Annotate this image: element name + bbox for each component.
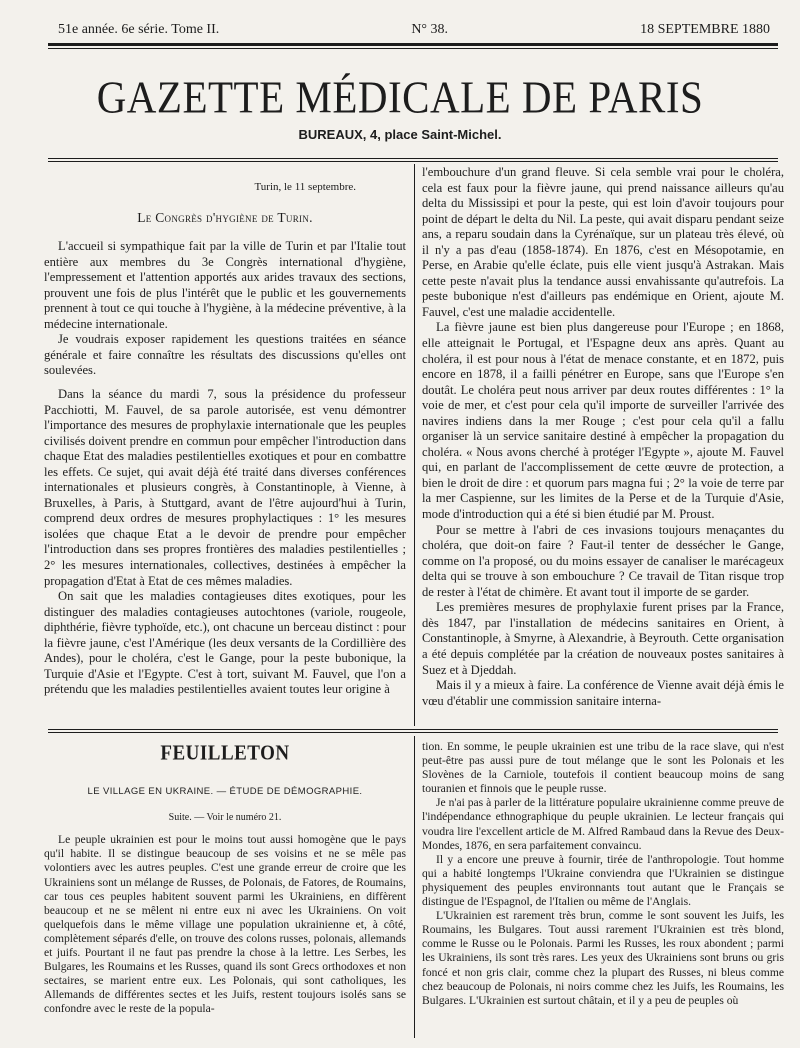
column-divider	[414, 164, 415, 726]
issue-volume: 51e année. 6e série. Tome II.	[58, 22, 220, 37]
header-bottom-rule-2	[48, 161, 778, 162]
feuilleton-paragraph: tion. En somme, le peuple ukrainien est une tribu de la race slave, qui n'est peut-être pas aussi pure de tout mélange que le sont les Polonais et les Slovènes de la Carniole, toutefois il contient beaucoup moins de sang touranien et finnois que le peuple russe.	[422, 740, 784, 796]
article-paragraph: Je voudrais exposer rapidement les questions traitées en séance générale et faire connaître les résultats des discussions qu'elles ont soulevées.	[44, 332, 406, 378]
article-dateline: Turin, le 11 septembre.	[254, 181, 356, 193]
article-paragraph: Dans la séance du mardi 7, sous la présidence du professeur Pacchiotti, M. Fauvel, de sa parole autorisée, est venu démontrer l'importance des mesures de prophylaxie internationale que les peuples civilisés doivent prendre en commun pour empêcher l'introduction dans chaque Etat des maladies pestilentielles exotiques et pour en combattre les effets. Ce sujet, qui avait déjà été traité dans diverses conférences internationales et plusieurs congrès, à Constantinople, à Vienne, à Bruxelles, à Paris, à Stuttgard, avant de l'être aujourd'hui à Turin, comprend deux ordres de mesures prophylactiques : 1° les mesures isolées que chaque Etat a le devoir de prendre pour empêcher l'introduction dans ses propres frontières des maladies pestilentielles ; 2° les mesures internationales, collectives, destinées à empêcher la propagation d'Etat à Etat de ces mêmes maladies.	[44, 387, 406, 588]
feuilleton-rule-2	[48, 732, 778, 733]
issue-number: N° 38.	[411, 22, 449, 37]
feuilleton-study-title: LE VILLAGE EN UKRAINE. — ÉTUDE DE DÉMOGRAPHIE.	[87, 786, 363, 798]
feuilleton-paragraph: Il y a encore une preuve à fournir, tirée de l'anthropologie. Tout homme qui a habité longtemps l'Ukraine conviendra que l'Ukrainien se distingue physiquement des peuples environnants tout autant que le Français se distingue de l'Espagnol, de l'Italien ou même de l'Anglais.	[422, 852, 784, 909]
top-rule-thin	[48, 48, 778, 49]
feuilleton-label: FEUILLETON	[160, 741, 290, 765]
feuilleton-rule	[48, 729, 778, 730]
top-rule	[48, 43, 778, 46]
header-bottom-rule	[48, 158, 778, 159]
issue-date: 18 SEPTEMBRE 1880	[640, 22, 770, 37]
article-column-2	[422, 165, 784, 727]
bureaux-address: BUREAUX, 4, place Saint-Michel.	[298, 127, 502, 142]
feuilleton-paragraph: Je n'ai pas à parler de la littérature populaire ukrainienne comme preuve de l'indépendance ethnographique du peuple ukrainien. Le lecteur français qui voudra lire l'excellent article de M. Alfred Rambaud dans la Revue des Deux-Mondes, 1876, en sera parfaitement convaincu.	[422, 796, 784, 852]
feuilleton-paragraph: L'Ukrainien est rarement très brun, comme le sont souvent les Juifs, les Roumains, les Bulgares. Tout aussi rarement l'Ukrainien est très blond, comme le Russe ou le Polonais. Parmi les Russes, les roux abondent ; parmi les Ukrainiens, ils sont très rares. Les yeux des Ukrainiens sont bruns ou gris foncé et non gris clair, comme chez la plupart des Russes, ni bleus comme chez beaucoup de Polonais, ni noirs comme chez les Juifs, les Roumains, les Bulgares. L'Ukrainien est surtout châtain, et il y a peu de peuples où	[422, 909, 784, 1007]
feuilleton-divider	[414, 736, 415, 1038]
feuilleton-column-1	[44, 738, 406, 1038]
article-heading: Le Congrès d'hygiène de Turin.	[137, 209, 313, 225]
article-paragraph: Les premières mesures de prophylaxie furent prises par la France, dès 1847, par l'installation de médecins sanitaires en Orient, à Constantinople, à Smyrne, à Alexandrie, à Beyrouth. Cette organisation a été depuis complétée par la création de nouveaux postes sanitaires à Suez et à Djeddah.	[422, 600, 784, 677]
article-paragraph: Mais il y a mieux à faire. La conférence de Vienne avait déjà émis le vœu d'établir une commission sanitaire interna-	[422, 678, 784, 708]
article-paragraph: Pour se mettre à l'abri de ces invasions toujours menaçantes du choléra, que doit-on faire ? Faut-il tenter de dessécher le Gange, comme on l'a proposé, ou du moins essayer de canaliser le marécageux delta qui se trouve à son embouchure ? Ce travail de Titan risque trop de rester à l'état de chimère. Et avant tout il importe de se garder.	[422, 522, 784, 599]
article-paragraph: On sait que les maladies contagieuses dites exotiques, pour les distinguer des maladies contagieuses autochtones (variole, rougeole, diphthérie, fièvre typhoïde, etc.), ont chacune un berceau distinct : pour la fièvre jaune, c'est l'Amérique (les deux versants de la Cordillière des Andes), pour le choléra, c'est le Gange, pour la peste bubonique, la Turquie d'Asie et l'Egypte. C'est à tort, suivant M. Fauvel, que l'on a prétendu que les maladies pestilentielles avaient toutes leur origine à	[44, 589, 406, 697]
article-column-1	[44, 168, 406, 726]
article-paragraph: La fièvre jaune est bien plus dangereuse pour l'Europe ; en 1868, elle atteignait le Portugal, et l'Espagne deux ans après. Quant au choléra, il est pour nous à l'état de menace constante, et en 1872, puis encore en 1878, il a failli pénétrer en Europe, sans que l'Europe s'en doutât. Le choléra peut nous arriver par deux routes différentes : 1° la voie de mer, et c'est pour cela qu'il importe de surveiller l'arrivée des navires indiens dans la mer Rouge ; c'est pour cela qu'il a fallu organiser là un service sanitaire destiné à empêcher la propagation du choléra. « Nous avons cherché à protéger l'Egypte », ajoute M. Fauvel qui, en parlant de l'accomplissement de cette œuvre de protection, a bien le droit de dire : et quorum pars magna fui ; 2° la voie de terre par la mer Caspienne, sur les limites de la Perse et de la Turquie d'Asie, mode d'introduction qui a été si bien étudié par M. Proust.	[422, 320, 784, 522]
issue-line	[58, 22, 770, 38]
newspaper-title: GAZETTE MÉDICALE DE PARIS	[96, 71, 704, 123]
feuilleton-paragraph: Le peuple ukrainien est pour le moins tout aussi homogène que le pays qu'il habite. Il se distingue beaucoup de ses voisins et ne se mêle pas volontiers avec les autres peuples. C'est une grande erreur de croire que les Ukrainiens sont un mélange de Russes, de Polonais, de Fatores, de Roumains, car tous ces peuples habitent souvent parmi les Ukrainiens, en diffèrent beaucoup et ne se mêlent ni entre eux ni avec les Ukrainiens. On voit quelquefois dans le même village une population ukrainienne et, à côté, complètement séparés d'elle, on trouve des colons russes, polonais, allemands et juifs. Pourtant il ne faut pas prendre la chose à la lettre. Les Serbes, les Bulgares, les Roumains et les Russes, quand ils sont Grecs orthodoxes et non sectaires, se marient entre eux. Les Polonais, qui sont catholiques, les Allemands de différentes sectes et les Juifs, restent toujours isolés sans se confondre avec le reste de la popula-	[44, 833, 406, 1016]
feuilleton-column-2	[422, 740, 784, 1040]
article-paragraph: L'accueil si sympathique fait par la ville de Turin et par l'Italie tout entière aux membres du 3e Congrès international d'hygiène, l'empressement et l'attention apportés aux arides travaux des sections, prouvent une fois de plus l'intérêt que le public et les gouvernements prennent à tout ce qui touche à l'hygiène, à la médecine préventive, à la médecine internationale.	[44, 239, 406, 331]
feuilleton-suite: Suite. — Voir le numéro 21.	[168, 812, 282, 824]
article-paragraph: l'embouchure d'un grand fleuve. Si cela semble vrai pour le choléra, cela est faux pour la fièvre jaune, qui prend naissance ailleurs qu'au delta du Mississipi et pour la peste, qui est loin d'avoir toujours pour point de départ le delta du Nil. La peste, qui avait disparu pendant seize ans, a reparu soudain dans la Cyrénaïque, sur un plateau très élevé, où il n'y a pas d'eau (1858-1874). En 1876, c'est en Mésopotamie, en Perse, en Arabie qu'elle éclate, puis elle vient jusqu'à Astrakan. Mais cette peste n'avait plus la tendance aussi envahissante qu'autrefois. La peste bubonique n'est d'ailleurs pas endémique en Orient, ajoute M. Fauvel, c'est une maladie accidentelle.	[422, 165, 784, 319]
